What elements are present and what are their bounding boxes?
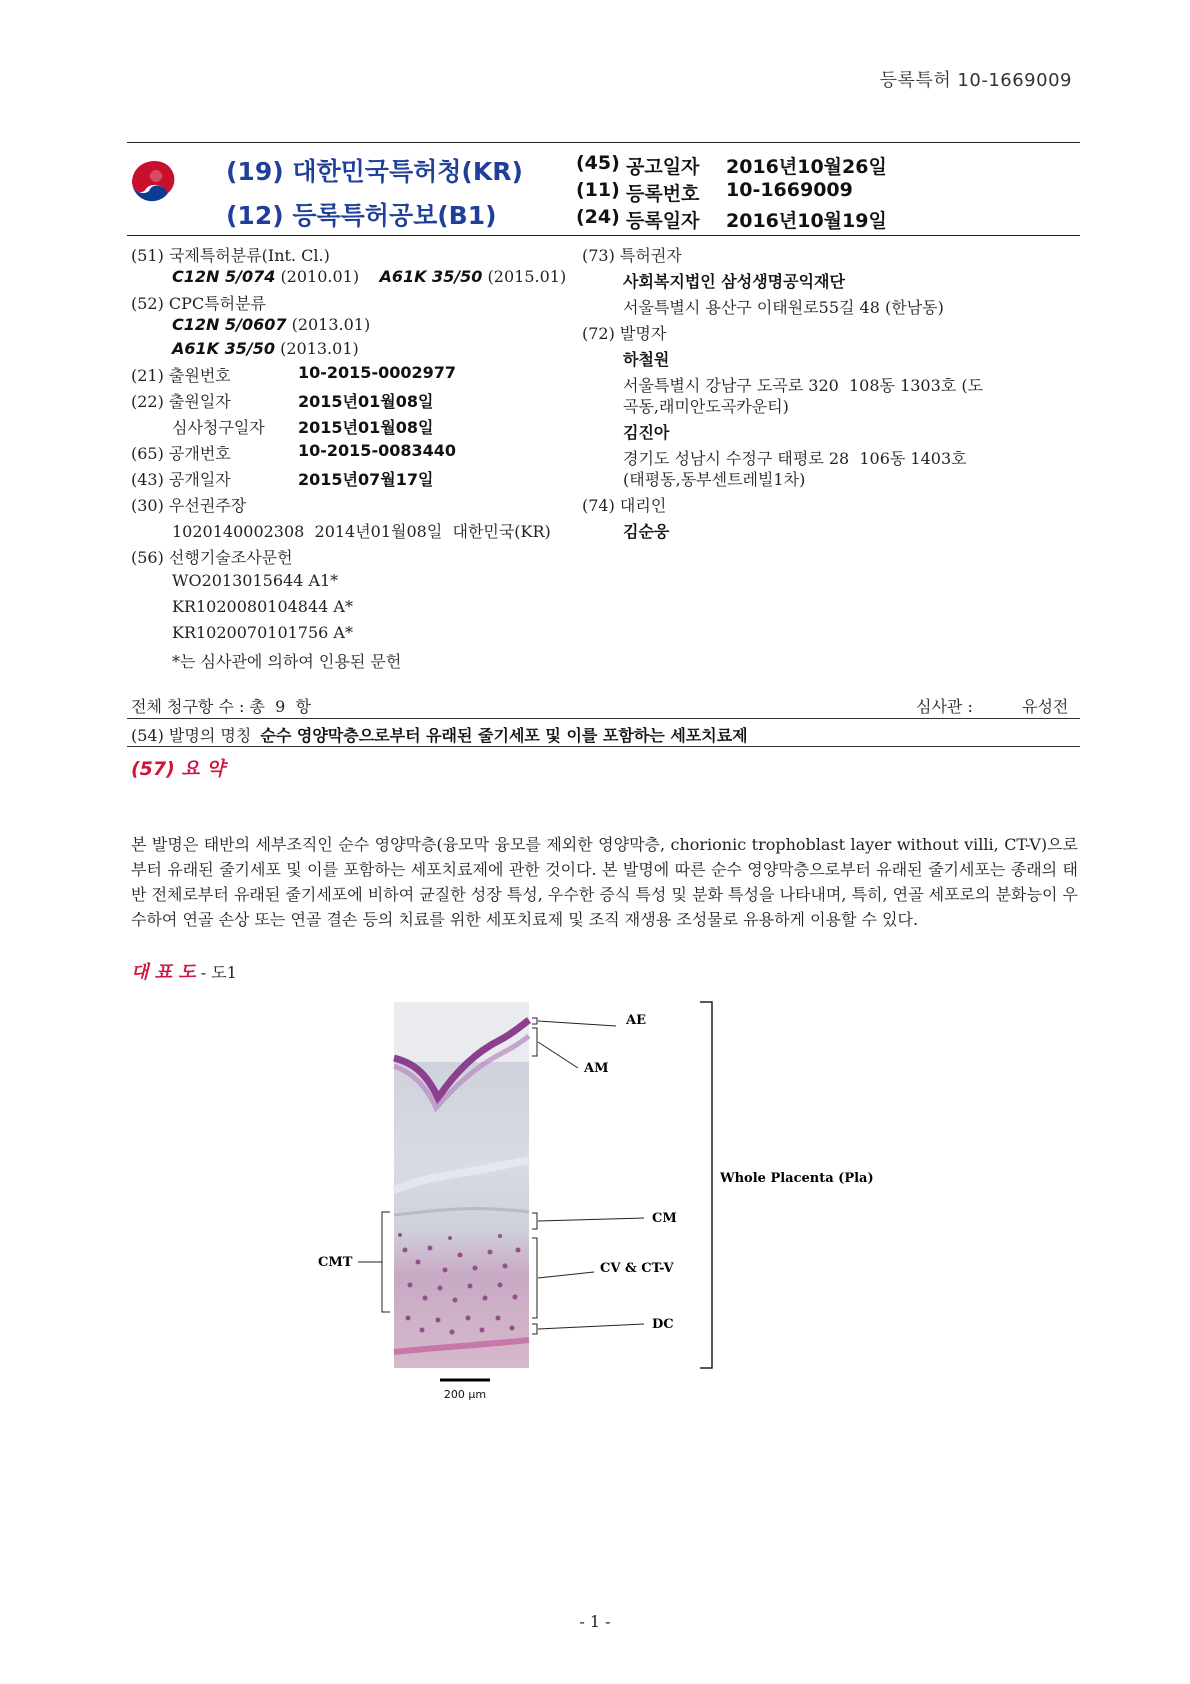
cm-bracket [532, 1213, 537, 1229]
dc-bracket [532, 1324, 537, 1334]
ae-leader [538, 1021, 616, 1026]
claims-rule [127, 718, 1080, 719]
placenta-figure [300, 1000, 920, 1400]
am-bracket [532, 1028, 537, 1056]
exam-request-date: 2015년01월08일 [298, 418, 434, 437]
office-name: (19) 대한민국특허청(KR) [226, 157, 523, 186]
field-label-exam: 심사청구일자 [172, 418, 265, 437]
inventor-label: (72) 발명자 [582, 324, 667, 343]
field-label-22: (22) 출원일자 [131, 392, 231, 411]
cv-leader [538, 1272, 594, 1278]
owner-label: (73) 특허권자 [582, 246, 682, 265]
pub-label-45: 공고일자 [626, 156, 700, 178]
cm-leader [538, 1218, 644, 1221]
rep-figure-label: 대 표 도 [131, 962, 196, 983]
claims-count: 전체 청구항 수 : 총 9 항 [131, 697, 311, 716]
int-cl-2-code: A61K 35/50 [379, 267, 483, 286]
abstract-text: 본 발명은 태반의 세부조직인 순수 영양막층(융모막 융모를 제외한 영양막층, chorionic trophoblast layer without villi, CT-V)으로부터 유래된 줄기세포 및 이를 포함하는 세포치료제에 관한 것이다. 본 발명에 따른 순수 영양막층으로부터 유래된 줄기세포는 종래의 태반 전체로부터 유래된 줄기세포에 비하여 균질한 성장 특성, 우수한 증식 특성 및 분화 특성을 나타내며, 특히, 연골 세포로의 분화능이 우수하여 연골 손상 또는 연골 결손 등의 치료를 위한 세포치료제 및 조직 재생용 조성물로 유용하게 이용할 수 있다. [131, 835, 1078, 929]
pub-code-24: (24) [576, 206, 620, 228]
inventor-2-name: 김진아 [623, 423, 670, 442]
title-rule [127, 746, 1080, 747]
field-label-65: (65) 공개번호 [131, 444, 231, 463]
pub-value-45: 2016년10월26일 [726, 156, 887, 178]
priority-label: (30) 우선권주장 [131, 496, 247, 515]
label-am: AM [584, 1061, 609, 1076]
cmt-bracket [382, 1212, 390, 1312]
publication-date: 2015년07월17일 [298, 470, 434, 489]
int-cl-label: (51) 국제특허분류(Int. Cl.) [131, 246, 330, 265]
publication-number: 10-2015-0083440 [298, 441, 457, 460]
abstract-heading: (57) 요 약 [131, 758, 225, 780]
examiner-name: 유성전 [1022, 697, 1069, 716]
inventor-1-address-line1: 서울특별시 강남구 도곡로 320 108동 1303호 (도 [623, 376, 984, 395]
cpc-2-date: (2013.01) [280, 339, 359, 358]
label-whole-placenta: Whole Placenta (Pla) [720, 1171, 874, 1186]
label-cm: CM [652, 1211, 677, 1226]
int-cl-1-date: (2010.01) [280, 267, 360, 286]
label-cv-ct-v: CV & CT-V [600, 1261, 674, 1276]
pub-value-11: 10-1669009 [726, 179, 853, 201]
inventor-2-address-line2: (태평동,동부센트레빌1차) [623, 470, 806, 489]
prior-art-note: *는 심사관에 의하여 인용된 문헌 [172, 652, 402, 671]
agent-label: (74) 대리인 [582, 496, 667, 515]
kipo-emblem-icon [126, 153, 182, 209]
cv-bracket [532, 1238, 537, 1318]
pub-label-24: 등록일자 [626, 210, 700, 232]
int-cl-2-date: (2015.01) [487, 267, 567, 286]
prior-art-2: KR1020080104844 A* [172, 597, 353, 616]
registration-number: 등록특허 10-1669009 [879, 70, 1072, 91]
label-ae: AE [626, 1013, 646, 1028]
inventor-1-name: 하철원 [623, 350, 670, 369]
ae-bracket [532, 1018, 537, 1024]
inventor-1-address-line2: 곡동,래미안도곡카운티) [623, 397, 789, 416]
dc-leader [538, 1324, 644, 1329]
pub-label-11: 등록번호 [626, 183, 700, 205]
prior-art-label: (56) 선행기술조사문헌 [131, 548, 293, 567]
prior-art-3: KR1020070101756 A* [172, 623, 353, 642]
inventor-2-address-line1: 경기도 성남시 수정구 태평로 28 106동 1403호 [623, 449, 967, 468]
pub-value-24: 2016년10월19일 [726, 210, 887, 232]
rep-figure-value: - 도1 [200, 963, 237, 982]
owner-name: 사회복지법인 삼성생명공익재단 [623, 272, 845, 291]
cpc-1-code: C12N 5/0607 [172, 315, 287, 334]
field-label-21: (21) 출원번호 [131, 366, 231, 385]
priority-value: 1020140002308 2014년01월08일 대한민국(KR) [172, 522, 551, 541]
scale-bar-label: 200 μm [443, 1388, 487, 1400]
owner-address: 서울특별시 용산구 이태원로55길 48 (한남동) [623, 298, 944, 317]
am-leader [538, 1042, 578, 1068]
agent-name: 김순웅 [623, 522, 670, 541]
gazette-type: (12) 등록특허공보(B1) [226, 201, 497, 230]
whole-placenta-bracket [700, 1002, 712, 1368]
invention-title: 순수 영양막층으로부터 유래된 줄기세포 및 이를 포함하는 세포치료제 [260, 726, 748, 745]
prior-art-1: WO2013015644 A1* [172, 571, 339, 590]
top-rule [127, 142, 1080, 143]
page-number: - 1 - [579, 1612, 611, 1631]
cpc-label: (52) CPC특허분류 [131, 294, 267, 313]
header-rule [127, 235, 1080, 236]
examiner-label: 심사관 : [916, 697, 973, 716]
pub-code-11: (11) [576, 179, 620, 201]
application-number: 10-2015-0002977 [298, 363, 457, 382]
application-date: 2015년01월08일 [298, 392, 434, 411]
label-dc: DC [652, 1317, 674, 1332]
cpc-2-code: A61K 35/50 [172, 339, 275, 358]
field-label-43: (43) 공개일자 [131, 470, 231, 489]
cpc-1-date: (2013.01) [291, 315, 371, 334]
int-cl-1-code: C12N 5/074 [172, 267, 276, 286]
title-label: (54) 발명의 명칭 [131, 726, 252, 745]
label-cmt: CMT [318, 1255, 353, 1270]
pub-code-45: (45) [576, 152, 620, 174]
